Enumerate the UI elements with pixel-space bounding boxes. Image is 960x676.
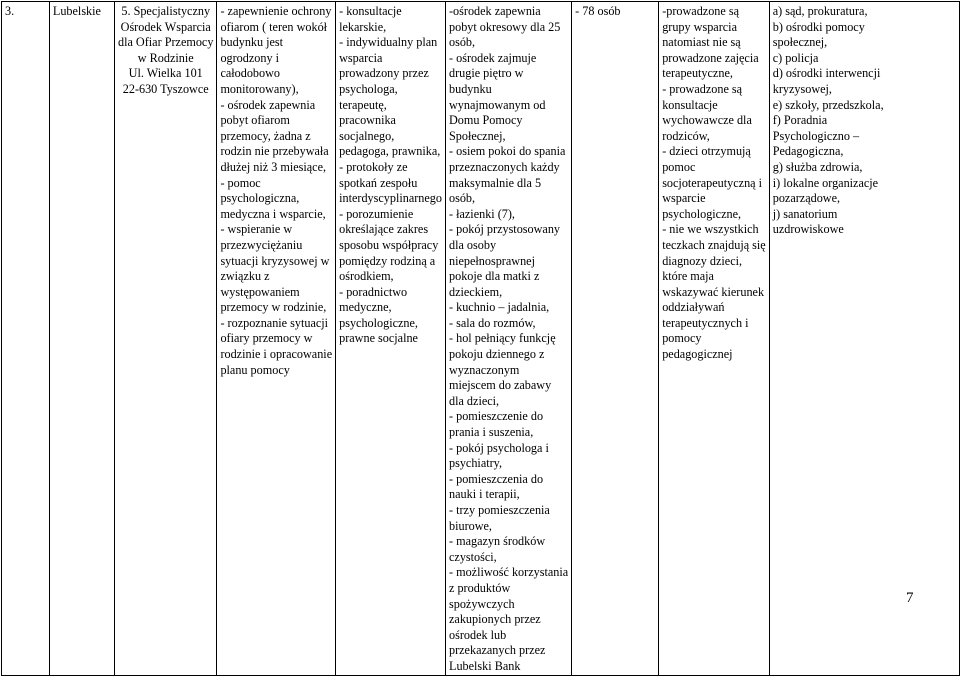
scope-line: planu pomocy (220, 362, 290, 377)
children-help-line: grupy wsparcia (662, 19, 737, 34)
children-help-line: które maja (662, 269, 714, 284)
conditions-line: Lubelski Bank (449, 658, 521, 673)
forms-line: określające zakres (339, 222, 429, 237)
cooperation-line: społecznej, (772, 35, 828, 50)
children-help-line: - nie we wszystkich (662, 222, 759, 237)
forms-line: sposobu współpracy (339, 237, 439, 252)
forms-line: - poradnictwo (339, 284, 408, 299)
cooperation-line: i) lokalne organizacje (772, 175, 879, 190)
conditions-line: dzieckiem, (449, 284, 503, 299)
conditions-line: wynajmowanym od (449, 97, 546, 112)
forms-line: pracownika (339, 113, 396, 128)
scope-line: przemocy w rodzinie, (220, 300, 327, 315)
children-help-line: natomiast nie są (662, 35, 741, 50)
conditions-line: drugie piętro w (449, 66, 524, 81)
forms-line: - indywidualny plan (339, 35, 438, 50)
cooperation-line: j) sanatorium (772, 206, 838, 221)
conditions-line: niepełnosprawnej (449, 253, 535, 268)
forms-line: - porozumienie (339, 206, 414, 221)
scope-line: rodzinie i opracowanie (220, 347, 333, 362)
conditions-line: - trzy pomieszczenia (449, 503, 550, 517)
conditions-line: - hol pełniący funkcję (449, 331, 556, 346)
scope-line: - rozpoznanie sytuacji (220, 315, 329, 330)
children-help-line: oddziaływań (662, 300, 725, 315)
conditions-line: pokoje dla matki z (449, 269, 540, 284)
cooperation-line: Psychologiczno – (772, 128, 860, 143)
scope-line: - ośrodek zapewnia (220, 97, 316, 112)
children-help-line: terapeutycznych i (662, 315, 749, 330)
cooperation-cell (769, 2, 959, 676)
forms-line: spotkań zespołu (339, 175, 418, 190)
conditions-line: spożywczych (449, 596, 515, 611)
forms-line: psychologa, (339, 81, 398, 96)
people-count-cell (572, 2, 659, 676)
scope-line: ofiary przemocy w (220, 331, 313, 346)
forms-line: wsparcia (339, 50, 383, 65)
table-row (2, 2, 960, 676)
conditions-line: biurowe, (449, 518, 492, 533)
forms-line: ośrodkiem, (339, 269, 394, 284)
cooperation-line: pozarządowe, (772, 191, 841, 206)
scope-line: medyczna i wsparcie, (220, 206, 326, 221)
conditions-line: z produktów (449, 580, 511, 595)
cooperation-line: e) szkoły, przedszkola, (772, 97, 884, 112)
forms-line: medyczne, (339, 300, 392, 315)
forms-of-help-cell (336, 2, 446, 676)
conditions-line: - pokój przystosowany (449, 222, 561, 237)
children-help-cell (659, 2, 770, 676)
cooperation-line: g) służba zdrowia, (772, 159, 863, 174)
children-help-line: - dzieci otrzymują (662, 144, 751, 159)
forms-line: terapeutę, (339, 97, 387, 112)
children-help-line: psychologiczne, (662, 206, 742, 221)
conditions-line: Domu Pomocy (449, 113, 523, 128)
conditions-line: przekazanych przez (449, 643, 546, 658)
children-help-line: konsultacje (662, 97, 718, 112)
conditions-line: budynku (449, 81, 492, 96)
cooperation-line: a) sąd, prokuratura, (772, 4, 868, 18)
institution-line: Ośrodek Wsparcia (120, 19, 211, 34)
cooperation-line: d) ośrodki interwencji (772, 66, 881, 81)
institution-line: 22-630 Tyszowce (122, 81, 209, 96)
cooperation-line: c) policja (772, 50, 819, 65)
conditions-line: - kuchnio – jadalnia, (449, 300, 550, 315)
conditions-line: osób, (449, 35, 476, 50)
scope-line: całodobowo (220, 66, 281, 81)
municipality: Lubelskie (52, 4, 101, 18)
institution-line: 5. Specjalistyczny (121, 4, 211, 18)
conditions-line: prania i suszenia, (449, 425, 534, 440)
scope-line: ofiarom ( teren wokół (220, 19, 328, 34)
scope-cell (217, 2, 336, 676)
conditions-line: - sala do rozmów, (449, 315, 536, 330)
row-number: 3. (5, 4, 15, 18)
conditions-line: - pokój psychologa i (449, 440, 549, 455)
forms-line: prowadzony przez (339, 66, 429, 81)
forms-line: pomiędzy rodziną a (339, 253, 436, 268)
conditions-line: - możliwość korzystania (449, 565, 569, 580)
conditions-line: zakupionych przez (449, 612, 541, 627)
children-help-line: wychowawcze dla (662, 113, 752, 128)
cooperation-line: kryzysowej, (772, 81, 832, 96)
scope-line: psychologiczna, (220, 191, 300, 206)
forms-line: - konsultacje (339, 4, 402, 18)
forms-line: socjalnego, (339, 128, 395, 143)
children-help-line: pedagogicznej (662, 347, 733, 362)
cooperation-line: Pedagogiczna, (772, 144, 844, 159)
conditions-line: - łazienki (7), (449, 206, 515, 221)
conditions-line: - magazyn środków (449, 534, 546, 549)
scope-line: - zapewnienie ochrony (220, 4, 332, 18)
scope-line: ogrodzony i (220, 50, 279, 65)
conditions-line: dla dzieci, (449, 393, 500, 408)
page-number: 7 (906, 590, 914, 606)
conditions-cell (446, 2, 572, 676)
scope-line: monitorowany), (220, 81, 299, 96)
conditions-line: ośrodek lub (449, 627, 507, 642)
scope-line: dłużej niż 3 miesiące, (220, 159, 327, 174)
forms-line: prawne socjalne (339, 331, 418, 346)
conditions-line: przeznaczonych każdy (449, 159, 560, 174)
forms-line: psychologiczne, (339, 315, 418, 330)
conditions-line: -ośrodek zapewnia (449, 4, 541, 18)
conditions-line: pokoju dziennego z (449, 347, 545, 362)
conditions-line: Społecznej, (449, 128, 506, 143)
cooperation-line: uzdrowiskowe (772, 222, 844, 237)
children-help-line: socjoterapeutyczną i (662, 175, 763, 190)
children-help-line: -prowadzone są (662, 4, 740, 18)
forms-line: interdyscyplinarnego (339, 191, 442, 206)
conditions-line: czystości, (449, 549, 497, 564)
scope-line: - pomoc (220, 175, 261, 190)
forms-line: pedagoga, prawnika, (339, 144, 441, 159)
institution-line: dla Ofiar Przemocy (118, 35, 214, 50)
facility-table (1, 1, 960, 676)
scope-line: występowaniem (220, 284, 300, 299)
children-help-line: wsparcie (662, 191, 706, 206)
scope-line: rodzin nie przebywała (220, 144, 329, 159)
children-help-line: rodziców, (662, 128, 710, 143)
children-help-line: teczkach znajdują się (662, 237, 766, 252)
scope-line: przemocy, żadna z (220, 128, 311, 143)
children-help-line: pomoc (662, 159, 696, 174)
conditions-line: osób, (449, 191, 476, 206)
children-help-line: prowadzone zajęcia (662, 50, 759, 65)
conditions-line: - pomieszczenia do (449, 471, 544, 486)
cooperation-line: f) Poradnia (772, 113, 828, 128)
forms-line: lekarskie, (339, 19, 387, 34)
row-number-cell (2, 2, 50, 676)
institution-line: Ul. Wielka 101 (128, 66, 203, 81)
scope-line: budynku jest (220, 35, 284, 50)
conditions-line: - osiem pokoi do spania (449, 144, 566, 159)
institution-line: w Rodzinie (137, 50, 194, 65)
children-help-line: terapeutyczne, (662, 66, 733, 81)
forms-line: - protokoły ze (339, 159, 408, 174)
conditions-line: - ośrodek zajmuje (449, 50, 537, 65)
institution-cell (115, 2, 217, 676)
conditions-line: wyznaczonym (449, 362, 520, 377)
conditions-line: - pomieszczenie do (449, 409, 544, 424)
scope-line: przezwyciężaniu (220, 237, 303, 252)
scope-line: związku z (220, 269, 270, 284)
people-count: - 78 osób (575, 4, 621, 18)
conditions-line: miejscem do zabawy (449, 378, 552, 393)
conditions-line: nauki i terapii, (449, 487, 520, 502)
scope-line: pobyt ofiarom (220, 113, 290, 128)
conditions-line: pobyt okresowy dla 25 (449, 19, 561, 34)
children-help-line: pomocy (662, 331, 702, 346)
conditions-line: psychiatry, (449, 456, 503, 471)
scope-line: sytuacji kryzysowej w (220, 253, 330, 268)
conditions-line: maksymalnie dla 5 (449, 175, 542, 190)
municipality-cell (49, 2, 114, 676)
cooperation-line: b) ośrodki pomocy (772, 19, 865, 34)
scope-line: - wspieranie w (220, 222, 293, 237)
children-help-line: diagnozy dzieci, (662, 253, 743, 268)
children-help-line: wskazywać kierunek (662, 284, 765, 299)
children-help-line: - prowadzone są (662, 81, 743, 96)
conditions-line: dla osoby (449, 237, 497, 252)
